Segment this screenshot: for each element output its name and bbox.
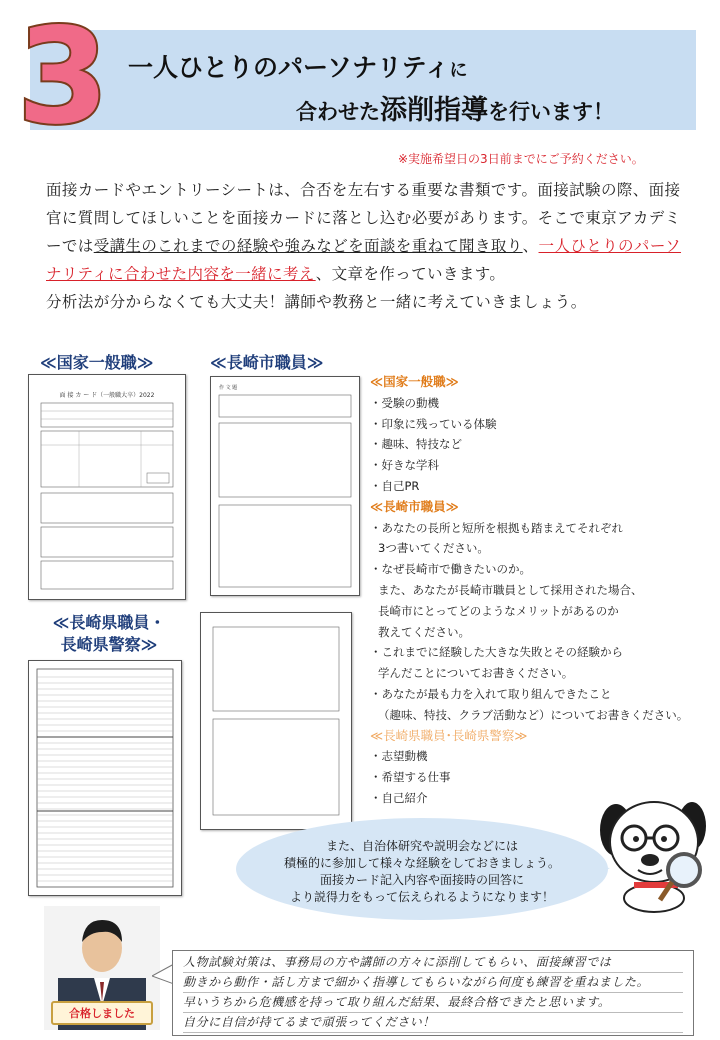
intro-p1: 面接カードやエントリーシートは、合否を左右する重要な書類です。面接試験の際、面接官に質問してほしいことを面接カードに落とし込む必要があります。そこで東京アカデミーでは: [46, 181, 681, 255]
list-item: ・あなたが最も力を入れて取り組んできたこと: [370, 686, 612, 701]
student-sign: 合格しました: [69, 1007, 135, 1020]
form-kokka-title: 面 接 カ ー ド（一般職大卒）2022: [59, 392, 155, 399]
heading-nagasaki-pref: [38, 612, 180, 656]
intro-mid: 、: [522, 237, 539, 255]
intro-red-highlight: 一人ひとりのパーソナリティに合わせた内容を一緒に考え: [46, 237, 682, 283]
heading-kokka: ≪国家一般職≫: [40, 353, 154, 372]
form-card-nagasaki-pref: [28, 660, 182, 896]
testimonial-line: 自分に自信が持てるまで頑張ってください！: [183, 1013, 683, 1033]
list-item: また、あなたが長崎市職員として採用された場合、: [378, 582, 643, 597]
form-kokka-sketch: [29, 375, 185, 599]
dog-mascot-icon: [594, 796, 718, 914]
intro-end: 、文章を作っていきます。: [315, 265, 506, 283]
heading-pref-line2: 長崎県警察≫: [60, 635, 158, 654]
list-pref-title: ≪長崎県職員･長崎県警察≫: [370, 727, 528, 743]
form-card-nagasaki-city-2: [200, 612, 352, 830]
list-item: 長崎市にとってどのようなメリットがあるのか: [378, 603, 619, 618]
heading-nagasaki-city: ≪長崎市職員≫: [210, 353, 324, 372]
title-line2-emph: 添削指導: [380, 95, 488, 126]
testimonial-tail: [152, 962, 174, 986]
title-line1: [128, 48, 468, 84]
intro-p2: 分析法が分からなくても大丈夫！講師や教務と一緒に考えていきましょう。: [46, 293, 587, 311]
title-line2: [296, 88, 614, 127]
intro-text: [46, 176, 686, 316]
form-city-sketch: [211, 377, 359, 595]
list-kokka-title: ≪国家一般職≫: [370, 374, 459, 389]
bubble-text: [236, 838, 608, 906]
list-item: ・希望する仕事: [370, 770, 451, 785]
list-item: 3つ書いてください。: [378, 541, 489, 556]
list-kokka: [370, 393, 720, 497]
title-line1-tail: に: [449, 60, 468, 81]
intro-underlined: 受講生のこれまでの経験や強みなどを面談を重ねて聞き取り: [93, 237, 523, 255]
list-item: ・自己紹介: [370, 790, 428, 805]
list-item: ・あなたの長所と短所を根拠も踏まえてそれぞれ: [370, 520, 623, 535]
list-item: （趣味、特技、クラブ活動など）についてお書きください。: [378, 707, 689, 722]
form-city2-sketch: [201, 613, 351, 829]
list-city: [370, 518, 720, 726]
bubble-line: 面接カード記入内容や面接時の回答に: [319, 873, 524, 887]
form-card-kokka: [28, 374, 186, 600]
reservation-notice: ※実施希望日の3日前までにご予約ください。: [398, 152, 644, 166]
list-item: ・印象に残っている体験: [370, 416, 497, 431]
number-three: 3: [17, 10, 109, 140]
bubble-line: また、自治体研究や説明会などには: [325, 839, 518, 853]
form-card-nagasaki-city: [210, 376, 360, 596]
list-item: ・なぜ長崎市で働きたいのか。: [370, 562, 531, 577]
list-item: ・自己PR: [370, 478, 420, 493]
testimonial-line: 人物試験対策は、事務局の方や講師の方々に添削してもらい、面接練習では: [183, 953, 683, 973]
bubble-line: より説得力をもって伝えられるようになります！: [289, 890, 554, 904]
list-item: ・志望動機: [370, 749, 428, 764]
student-photo: [44, 906, 160, 1030]
list-item: ・趣味、特技など: [370, 437, 462, 452]
title-line2-post: を行います！: [488, 100, 614, 124]
list-item: 学んだことについてお書きください。: [378, 666, 574, 681]
list-item: ・好きな学科: [370, 458, 439, 473]
testimonial-line: 早いうちから危機感を持って取り組んだ結果、最終合格できたと思います。: [183, 993, 683, 1013]
list-item: 教えてください。: [378, 624, 470, 639]
form-city-title: 作 文 題: [219, 385, 238, 391]
number-three-badge: [8, 10, 118, 140]
list-item: ・受験の動機: [370, 395, 439, 410]
list-item: ・これまでに経験した大きな失敗とその経験から: [370, 645, 623, 660]
testimonial-line: 動きから動作・話し方まで細かく指導してもらいながら何度も練習を重ねました。: [183, 973, 683, 993]
heading-pref-line1: ≪長崎県職員・: [52, 613, 166, 632]
bubble-line: 積極的に参加して様々な経験をしておきましょう。: [283, 856, 560, 870]
question-lists: [370, 372, 720, 809]
list-city-title: ≪長崎市職員≫: [370, 498, 459, 514]
title-line1-main: 一人ひとりのパーソナリティ: [128, 53, 450, 82]
form-pref-lined-sheet: [29, 661, 181, 895]
testimonial-box: [172, 950, 694, 1036]
title-line2-pre: 合わせた: [296, 100, 380, 124]
